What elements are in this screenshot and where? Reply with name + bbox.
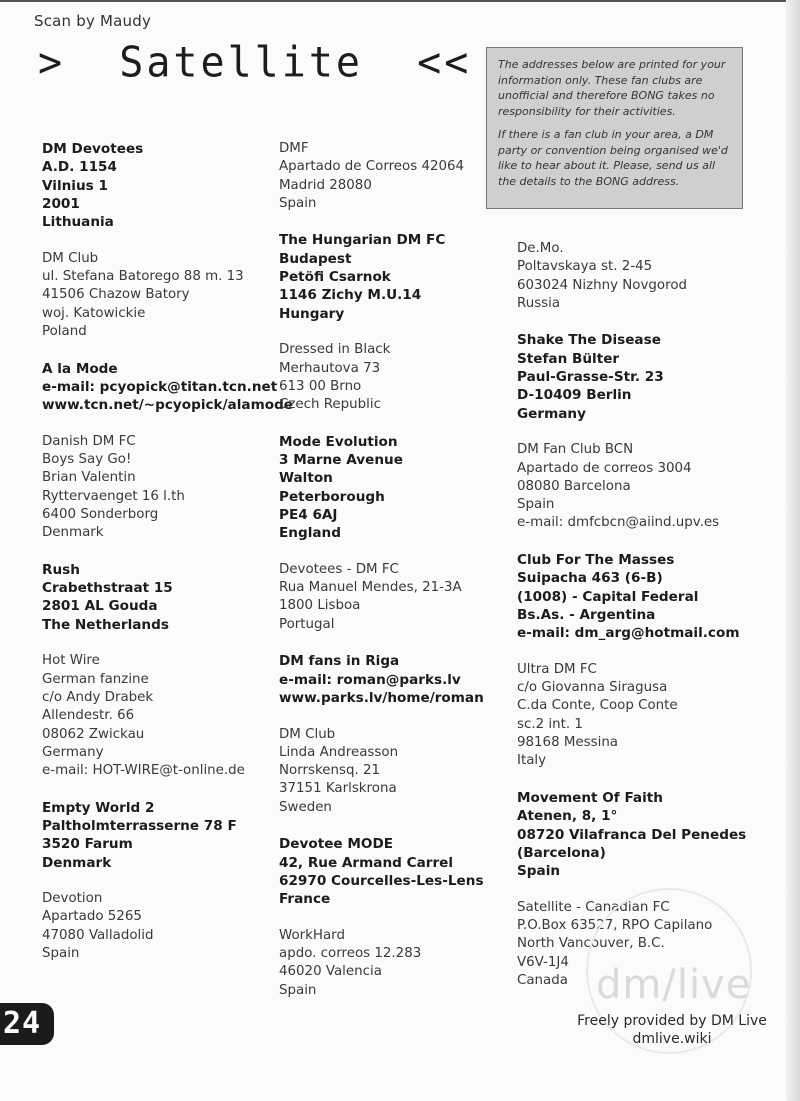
fan-club-address-line: Rua Manuel Mendes, 21-3A	[279, 580, 462, 596]
fan-club-address-line: Suipacha 463 (6-B)	[517, 570, 663, 587]
fan-club-entry	[279, 927, 489, 1000]
fan-club-entry	[279, 433, 489, 543]
fan-club-address-line: 3 Marne Avenue	[279, 452, 403, 469]
fan-club-address-line: Boys Say Go!	[42, 452, 132, 468]
fan-club-address-line: Poltavskaya st. 2-45	[517, 259, 653, 275]
fan-club-name: Devotion	[42, 891, 103, 907]
fan-club-address-line: The Netherlands	[42, 616, 169, 633]
fan-club-address-line: 08720 Vilafranca Del Penedes	[517, 826, 747, 843]
fan-club-name: DM Club	[279, 726, 336, 742]
fan-club-address-line: Vilnius 1	[42, 177, 108, 194]
fan-club-address-line: PE4 6AJ	[279, 506, 338, 523]
fan-club-address-line: 47080 Valladolid	[42, 927, 154, 943]
fan-club-address-line: 1800 Lisboa	[279, 598, 361, 614]
fan-club-address-line: Crabethstraat 15	[42, 580, 173, 597]
address-column-2	[279, 140, 489, 1018]
fan-club-name: Movement Of Faith	[517, 789, 663, 806]
fan-club-address-line: 62970 Courcelles-Les-Lens	[279, 872, 484, 889]
fan-club-name: Devotees - DM FC	[279, 561, 399, 577]
fan-club-entry	[517, 789, 765, 880]
fan-club-address-line: Denmark	[42, 854, 112, 871]
fan-club-address-line: 08080 Barcelona	[517, 478, 631, 494]
fan-club-address-line: Spain	[517, 863, 561, 880]
fan-club-address-line: Spain	[517, 497, 555, 513]
fan-club-address-line: Peterborough	[279, 488, 385, 505]
fan-club-address-line: Sweden	[279, 799, 332, 815]
fan-club-address-line: Russia	[517, 295, 561, 311]
fan-club-name: DMF	[279, 141, 309, 156]
fan-club-address-line: Canada	[517, 972, 568, 988]
fan-club-address-line: Walton	[279, 470, 333, 487]
fan-club-address-line: c/o Andy Drabek	[42, 689, 154, 705]
fan-club-name: Shake The Disease	[517, 332, 661, 349]
dm-live-watermark: dm/live	[596, 962, 752, 1008]
fan-club-entry	[279, 341, 489, 414]
fan-club-address-line: Apartado 5265	[42, 909, 142, 925]
fan-club-address-line: sc.2 int. 1	[517, 716, 583, 732]
section-title: > Satellite <<	[38, 38, 472, 88]
fan-club-address-line: 6400 Sonderborg	[42, 506, 159, 522]
fan-club-address-line: England	[279, 525, 341, 542]
fan-club-address-line: 603024 Nizhny Novgorod	[517, 277, 688, 293]
fan-club-address-line: Merhautova 73	[279, 360, 381, 376]
fan-club-name: DM Fan Club BCN	[517, 442, 634, 458]
address-column-1	[42, 140, 294, 982]
disclaimer-paragraph: If there is a fan club in your area, a DM party or convention being organised we'd like to hear about it. Please, send us all the details to the BONG address.	[498, 128, 728, 188]
fan-club-address-line: Italy	[517, 753, 547, 769]
fan-club-address-line: 08062 Zwickau	[42, 726, 145, 742]
fan-club-entry	[279, 140, 489, 213]
fan-club-address-line: Germany	[517, 405, 586, 422]
fan-club-name: The Hungarian DM FC	[279, 232, 446, 249]
fan-club-address-line: 3520 Farum	[42, 836, 133, 853]
fan-club-address-line: France	[279, 891, 331, 908]
fan-club-address-line: German fanzine	[42, 671, 149, 687]
fan-club-address-line: Paul-Grasse-Str. 23	[517, 369, 664, 386]
fan-club-address-line: Brian Valentin	[42, 470, 136, 486]
fan-club-name: Danish DM FC	[42, 433, 136, 449]
fan-club-address-line: (Barcelona)	[517, 844, 606, 861]
fan-club-address-line: P.O.Box 63527, RPO Capilano	[517, 917, 713, 933]
fan-club-address-line: e-mail: HOT-WIRE@t-online.de	[42, 763, 245, 779]
fan-club-address-line: Allendestr. 66	[42, 708, 135, 724]
fan-club-name: Dressed in Black	[279, 342, 391, 358]
fan-club-address-line: Petöfi Csarnok	[279, 269, 391, 286]
fan-club-address-line: Germany	[42, 744, 104, 760]
fan-club-address-line: www.parks.lv/home/roman	[279, 689, 484, 706]
fan-club-address-line: Czech Republic	[279, 397, 381, 413]
fan-club-address-line: 1146 Zichy M.U.14	[279, 287, 422, 304]
fan-club-name: Ultra DM FC	[517, 661, 597, 677]
provider-credit-line: Freely provided by DM Live	[577, 1013, 767, 1029]
fan-club-address-line: North Vancouver, B.C.	[517, 936, 665, 952]
fan-club-address-line: 2001	[42, 195, 80, 212]
fan-club-name: WorkHard	[279, 927, 345, 943]
fan-club-address-line: A.D. 1154	[42, 159, 117, 176]
fan-club-address-line: D-10409 Berlin	[517, 387, 632, 404]
fan-club-entry	[42, 652, 278, 780]
disclaimer-box	[486, 47, 743, 209]
fan-club-name: Hot Wire	[42, 653, 100, 669]
fan-club-address-line: apdo. correos 12.283	[279, 946, 422, 962]
fan-club-entry	[42, 561, 278, 634]
fan-club-address-line: Spain	[279, 195, 317, 211]
fan-club-entry	[517, 661, 765, 771]
fan-club-address-line: www.tcn.net/~pcyopick/alamode	[42, 397, 294, 414]
scan-credit: Scan by Maudy	[34, 12, 152, 30]
page-number: 24	[0, 1003, 54, 1045]
fan-club-address-line: Atenen, 8, 1°	[517, 808, 618, 825]
disclaimer-paragraph: The addresses below are printed for your information only. These fan clubs are unofficial and therefore BONG takes no responsibility for their activities.	[498, 58, 726, 118]
fan-club-entry	[279, 561, 489, 634]
fan-club-address-line: V6V-1J4	[517, 954, 569, 970]
fan-club-entry	[279, 231, 489, 322]
fan-club-address-line: Poland	[42, 323, 87, 339]
fan-club-address-line: Denmark	[42, 525, 104, 541]
fan-club-name: DM Devotees	[42, 141, 144, 157]
fan-club-address-line: e-mail: pcyopick@titan.tcn.net	[42, 378, 278, 395]
fan-club-entry	[42, 799, 278, 872]
fan-club-name: Satellite - Canadian FC	[517, 899, 670, 915]
provider-credit	[562, 1012, 782, 1048]
fan-club-address-line: 41506 Chazow Batory	[42, 287, 190, 303]
fan-club-address-line: Budapest	[279, 250, 352, 267]
fan-club-address-line: Ryttervaenget 16 l.th	[42, 488, 185, 504]
fan-club-address-line: Paltholmterrasserne 78 F	[42, 817, 237, 834]
fan-club-address-line: 46020 Valencia	[279, 964, 382, 980]
page-edge-shadow	[786, 0, 800, 1101]
fan-club-entry	[279, 726, 489, 817]
fan-club-name: De.Mo.	[517, 241, 564, 256]
fan-club-address-line: Linda Andreasson	[279, 744, 399, 760]
fan-club-entry	[279, 652, 489, 707]
fan-club-entry	[517, 240, 765, 313]
fan-club-address-line: C.da Conte, Coop Conte	[517, 698, 678, 714]
fan-club-address-line: Hungary	[279, 305, 345, 322]
fan-club-address-line: 42, Rue Armand Carrel	[279, 854, 454, 871]
fan-club-name: Rush	[42, 561, 80, 578]
fan-club-entry	[42, 433, 278, 543]
provider-credit-url[interactable]: dmlive.wiki	[632, 1031, 712, 1047]
fan-club-address-line: (1008) - Capital Federal	[517, 588, 699, 605]
fan-club-entry	[279, 835, 489, 908]
fan-club-address-line: Portugal	[279, 616, 335, 632]
fan-club-address-line: woj. Katowickie	[42, 305, 146, 321]
fan-club-address-line: e-mail: dmfcbcn@aiind.upv.es	[517, 515, 720, 531]
fan-club-name: A la Mode	[42, 360, 118, 377]
fan-club-address-line: 37151 Karlskrona	[279, 781, 397, 797]
fan-club-entry	[42, 890, 278, 963]
fan-club-name: Mode Evolution	[279, 433, 398, 450]
fan-club-address-line: c/o Giovanna Siragusa	[517, 680, 668, 696]
fan-club-name: DM fans in Riga	[279, 653, 400, 670]
top-border	[0, 0, 800, 2]
fan-club-address-line: 2801 AL Gouda	[42, 598, 158, 615]
fan-club-name: Devotee MODE	[279, 836, 394, 853]
fan-club-address-line: e-mail: dm_arg@hotmail.com	[517, 625, 740, 642]
fan-club-entry	[42, 360, 294, 415]
fan-club-entry	[517, 331, 765, 422]
fan-club-address-line: Lithuania	[42, 214, 114, 231]
fan-club-name: Club For The Masses	[517, 552, 675, 569]
fan-club-address-line: Spain	[42, 946, 80, 962]
fan-club-name: DM Club	[42, 250, 99, 266]
fan-club-address-line: 613 00 Brno	[279, 378, 362, 394]
fan-club-address-line: Bs.As. - Argentina	[517, 606, 656, 623]
fan-club-address-line: ul. Stefana Batorego 88 m. 13	[42, 269, 244, 285]
fan-club-entry	[517, 441, 765, 532]
fan-club-address-line: Apartado de Correos 42064	[279, 159, 465, 175]
fan-club-address-line: Madrid 28080	[279, 177, 372, 193]
fan-club-name: Empty World 2	[42, 799, 155, 816]
fan-club-entry	[42, 250, 278, 341]
fan-club-entry	[42, 140, 278, 231]
fan-club-entry	[517, 551, 765, 642]
fan-club-address-line: 98168 Messina	[517, 735, 619, 751]
fan-club-address-line: Stefan Bülter	[517, 350, 620, 367]
fan-club-address-line: Apartado de correos 3004	[517, 460, 692, 476]
fan-club-address-line: Spain	[279, 982, 317, 998]
fan-club-address-line: e-mail: roman@parks.lv	[279, 671, 461, 688]
fan-club-address-line: Norrskensq. 21	[279, 763, 380, 779]
